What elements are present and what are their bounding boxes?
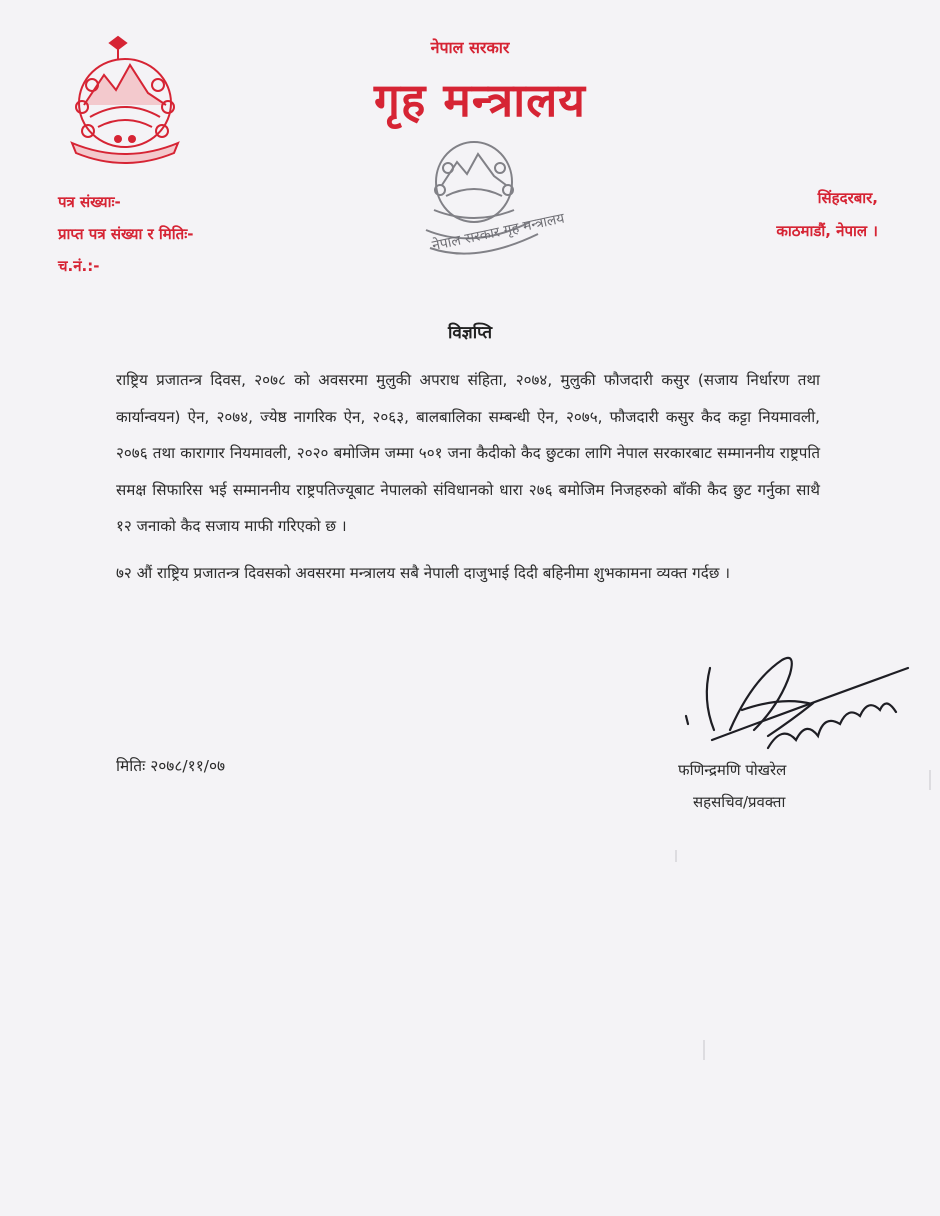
dispatch-number-label: च.नं.:- bbox=[58, 257, 100, 275]
notice-body bbox=[116, 362, 820, 601]
notice-paragraph-1: राष्ट्रिय प्रजातन्त्र दिवस, २०७८ को अवसरमा मुलुकी अपराध संहिता, २०७४, मुलुकी फौजदारी कसुर (सजाय निर्धारण तथा कार्यान्वयन) ऐन, २०७४, ज्येष्ठ नागरिक ऐन, २०६३, बालबालिका सम्बन्धी ऐन, २०७५, फौजदारी कसुर कैद कट्टा नियमावली, २०७६ तथा कारागार नियमावली, २०२० बमोजिम जम्मा ५०१ जना कैदीको कैद छुटका लागि नेपाल सरकारबाट सम्माननीय राष्ट्रपति समक्ष सिफारिस भई सम्माननीय राष्ट्रपतिज्यूबाट नेपालको संविधानको धारा २७६ बमोजिम निजहरुको बाँकी कैद छुट गर्नुका साथै १२ जनाको कैद सजाय माफी गरिएको छ । bbox=[116, 371, 820, 535]
handwritten-signature-icon bbox=[672, 640, 922, 760]
received-letter-label: प्राप्त पत्र संख्या र मितिः- bbox=[58, 225, 194, 243]
letter-number-label: पत्र संख्याः- bbox=[58, 193, 121, 211]
ministry-title: गृह मन्त्रालय bbox=[374, 73, 586, 127]
reference-block bbox=[58, 186, 193, 282]
signer-post: सहसचिव/प्रवक्ता bbox=[692, 793, 786, 811]
issue-date: मितिः २०७८/११/०७ bbox=[116, 757, 226, 775]
government-name: नेपाल सरकार bbox=[430, 38, 510, 57]
address-line-1: सिंहदरबार, bbox=[817, 189, 878, 207]
signer-name: फणिन्द्रमणि पोखरेल bbox=[678, 761, 787, 779]
signatory-block bbox=[678, 754, 786, 818]
ministry-seal-icon bbox=[412, 130, 566, 260]
nepal-emblem-icon bbox=[60, 35, 190, 170]
address-block bbox=[776, 182, 878, 248]
notice-paragraph-2: ७२ औं राष्ट्रिय प्रजातन्त्र दिवसको अवसरमा मन्त्रालय सबै नेपाली दाजुभाई दिदी बहिनीमा शुभकामना व्यक्त गर्दछ । bbox=[116, 563, 730, 582]
seal-text: नेपाल सरकार गृह मन्त्रालय bbox=[430, 210, 566, 255]
notice-title: विज्ञप्ति bbox=[447, 323, 493, 343]
address-line-2: काठमाडौं, नेपाल । bbox=[776, 222, 878, 240]
